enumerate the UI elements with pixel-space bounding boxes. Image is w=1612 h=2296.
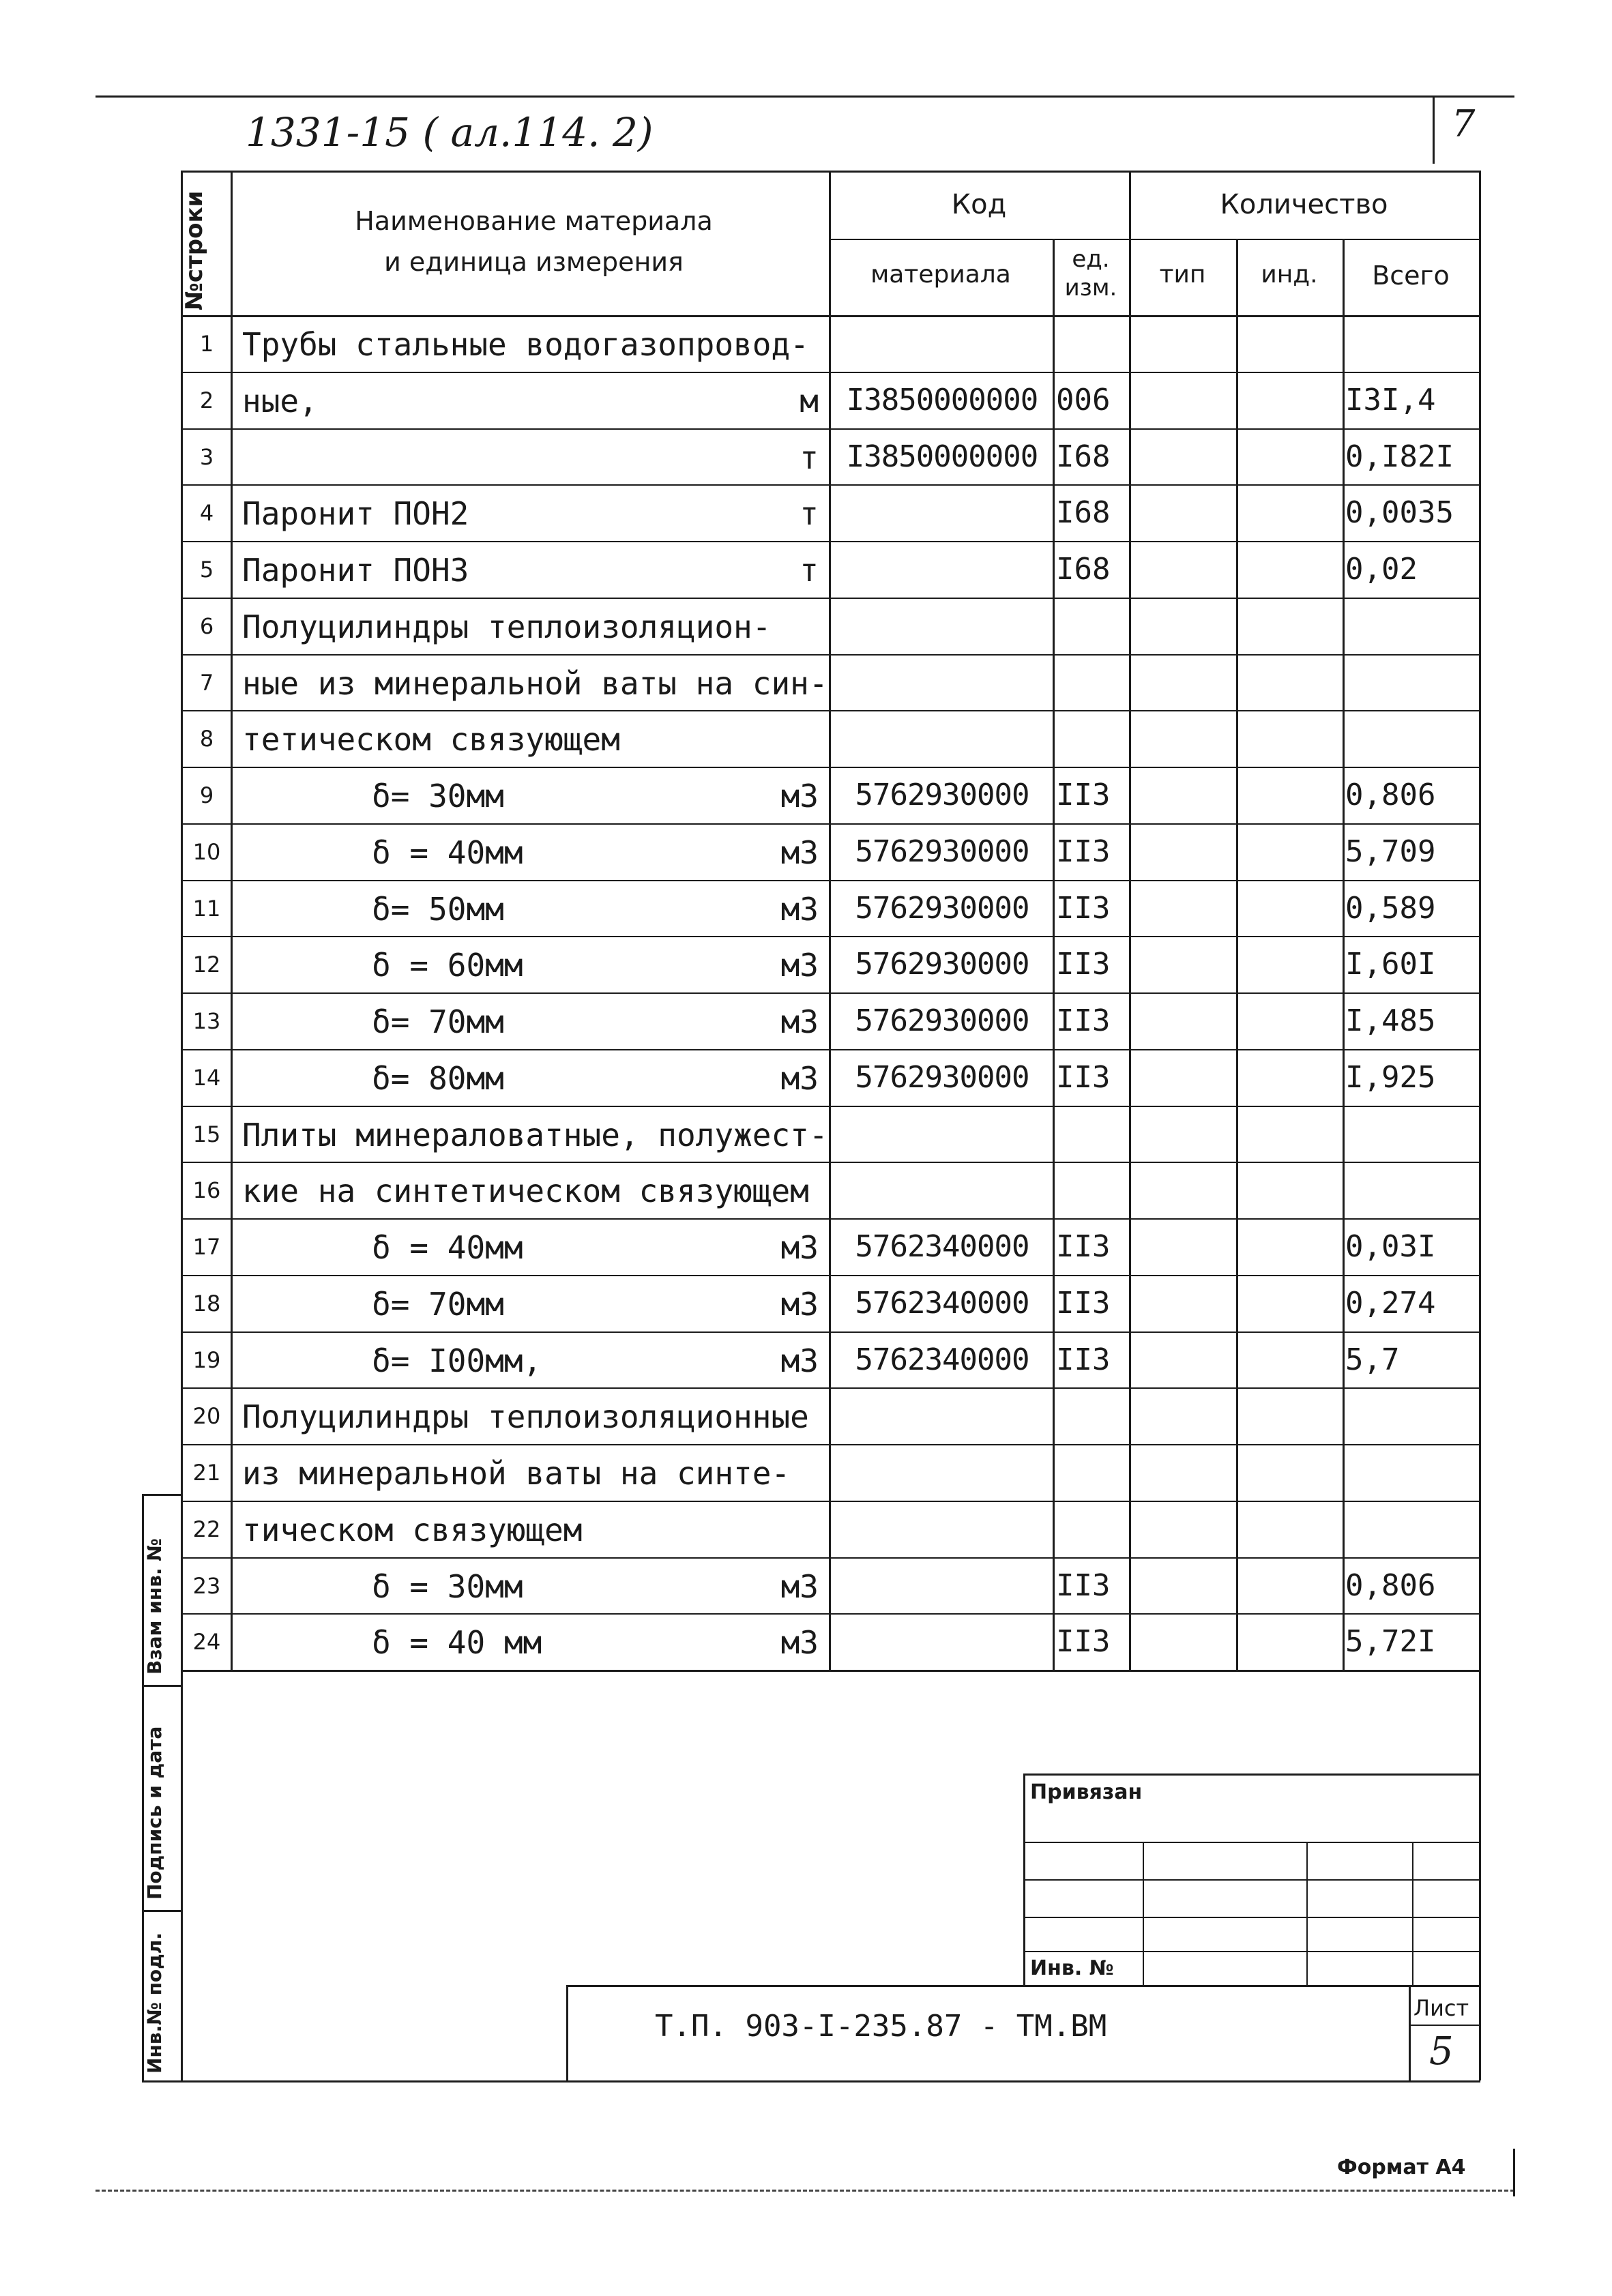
cut-line-tick: [1513, 2149, 1515, 2196]
header-code: Код: [951, 189, 1007, 220]
row-number: 6: [199, 613, 214, 639]
row-number: 23: [192, 1572, 221, 1599]
row-divider: [181, 880, 1480, 881]
header-top-line: [181, 171, 1480, 173]
header-code-unit-2: изм.: [1064, 274, 1117, 301]
row-total: I,60I: [1345, 947, 1436, 982]
row-unit-code: II3: [1056, 1624, 1111, 1660]
row-code: 5762930000: [855, 1003, 1029, 1038]
row-unit: м3: [780, 947, 819, 984]
header-code-material: материала: [870, 261, 1011, 289]
stamp-sheet-label: Лист: [1413, 1995, 1469, 2021]
row-unit: м3: [780, 834, 819, 871]
row-unit: м3: [780, 1229, 819, 1266]
row-name: тетическом связующем: [242, 721, 620, 759]
row-total: 0,0035: [1345, 495, 1454, 531]
row-unit-code: II3: [1056, 834, 1111, 869]
row-number: 3: [199, 443, 214, 470]
row-number: 1: [199, 331, 214, 357]
col-divider-name: [829, 171, 831, 1671]
row-total: I,925: [1345, 1059, 1436, 1095]
side-label-invpodl: Инв.№ подл.: [143, 1932, 166, 2074]
row-number: 21: [192, 1460, 221, 1486]
row-number: 13: [192, 1008, 221, 1034]
row-number: 12: [192, 952, 221, 978]
row-unit-code: II3: [1056, 1342, 1111, 1377]
row-code: 5762340000: [855, 1285, 1029, 1321]
row-code: 5762930000: [855, 947, 1029, 982]
row-number: 14: [192, 1064, 221, 1091]
row-total: 0,274: [1345, 1285, 1436, 1321]
row-unit: м3: [780, 1342, 819, 1379]
row-divider: [181, 428, 1480, 430]
row-name: δ = 40мм: [372, 1229, 523, 1266]
stamp-sheet-divider: [1409, 1985, 1411, 2080]
row-code: 5762930000: [855, 1059, 1029, 1095]
top-border: [96, 95, 1514, 98]
row-unit-code: II3: [1056, 1059, 1111, 1095]
row-unit: м3: [780, 778, 819, 814]
row-unit-code: I68: [1056, 552, 1111, 587]
row-unit: м3: [780, 1624, 819, 1662]
row-name: δ= 70мм: [372, 1285, 504, 1323]
row-total: 0,806: [1345, 1568, 1436, 1603]
header-name-line1: Наименование материала: [355, 206, 713, 236]
row-divider: [181, 1275, 1480, 1276]
row-divider: [181, 936, 1480, 937]
stamp-linked-vline1: [1143, 1842, 1144, 1985]
row-unit-code: II3: [1056, 1229, 1111, 1264]
row-number: 2: [199, 387, 214, 413]
row-name: δ= 50мм: [372, 890, 504, 928]
row-name: ные из минеральной ваты на син-: [242, 664, 828, 702]
row-divider: [181, 1331, 1480, 1333]
row-code: 5762340000: [855, 1342, 1029, 1377]
row-name: тическом связующем: [242, 1511, 583, 1548]
header-mid-line: [829, 239, 1479, 240]
header-qty-ind: инд.: [1261, 261, 1318, 289]
row-divider: [181, 1613, 1480, 1615]
col-divider-code: [1053, 239, 1055, 1671]
header-qty-total: Всего: [1372, 261, 1450, 291]
row-name: δ = 30мм: [372, 1568, 523, 1605]
header-code-unit-1: ед.: [1072, 246, 1110, 273]
header-quantity: Количество: [1220, 189, 1388, 220]
row-name: кие на синтетическом связующем: [242, 1173, 809, 1210]
row-divider: [181, 1387, 1480, 1389]
row-unit: м3: [780, 1003, 819, 1040]
row-divider: [181, 484, 1480, 486]
header-bottom-line: [181, 315, 1480, 317]
row-total: 5,72I: [1345, 1624, 1436, 1660]
frame-bottom: [142, 2080, 1480, 2082]
stamp-linked-top: [1023, 1773, 1479, 1776]
row-total: 0,806: [1345, 778, 1436, 812]
row-divider: [181, 1049, 1480, 1050]
stamp-title-left: [566, 1985, 568, 2080]
row-divider: [181, 654, 1480, 656]
side-strip-div1: [142, 1685, 181, 1687]
row-divider: [181, 823, 1480, 825]
row-name: δ = 40 мм: [372, 1624, 542, 1662]
cut-line: [96, 2190, 1514, 2192]
row-code: 5762340000: [855, 1229, 1029, 1264]
row-divider: [181, 1218, 1480, 1220]
row-total: 5,7: [1345, 1342, 1400, 1377]
header-name-line2: и единица измерения: [384, 247, 684, 277]
row-total: I,485: [1345, 1003, 1436, 1038]
row-code: I3850000000: [846, 382, 1038, 417]
row-name: δ= 70мм: [372, 1003, 504, 1040]
row-divider: [181, 1444, 1480, 1445]
row-unit: т: [800, 552, 819, 589]
stamp-sheet-number: 5: [1429, 2029, 1454, 2074]
row-number: 9: [199, 782, 214, 808]
side-strip-div2: [142, 1910, 181, 1912]
row-name: δ= I00мм,: [372, 1342, 542, 1379]
stamp-linked-line2: [1023, 1879, 1479, 1881]
col-divider-ind: [1343, 239, 1345, 1671]
row-unit: м3: [780, 1059, 819, 1097]
row-divider: [181, 1557, 1480, 1559]
row-unit-code: II3: [1056, 1285, 1111, 1321]
header-row-no: №строки: [181, 190, 208, 310]
row-divider: [181, 541, 1480, 542]
stamp-linked-line4: [1023, 1951, 1479, 1952]
row-number: 22: [192, 1516, 221, 1542]
row-unit: м: [800, 382, 819, 420]
col-divider-unit: [1129, 171, 1131, 1671]
row-divider: [181, 992, 1480, 994]
row-number: 4: [199, 500, 214, 527]
row-number: 19: [192, 1346, 221, 1373]
stamp-title-top: [566, 1985, 1479, 1987]
row-name: δ = 60мм: [372, 947, 523, 984]
row-code: 5762930000: [855, 778, 1029, 812]
row-number: 8: [199, 726, 214, 752]
row-divider: [181, 710, 1480, 711]
row-unit: т: [800, 495, 819, 533]
format-label: Формат А4: [1337, 2155, 1466, 2179]
row-divider: [181, 1162, 1480, 1163]
stamp-linked-vline2: [1306, 1842, 1308, 1985]
row-number: 11: [192, 895, 221, 922]
row-name: ные,: [242, 382, 318, 420]
page-number: 7: [1452, 102, 1476, 145]
doc-reference: 1331-15 ( ал.114. 2): [246, 109, 654, 156]
row-unit-code: II3: [1056, 890, 1111, 926]
row-divider: [181, 372, 1480, 373]
row-number: 10: [192, 838, 221, 865]
row-unit-code: II3: [1056, 947, 1111, 982]
row-name: δ= 80мм: [372, 1059, 504, 1097]
row-number: 20: [192, 1403, 221, 1430]
row-number: 7: [199, 669, 214, 696]
row-unit-code: II3: [1056, 1003, 1111, 1038]
row-total: 0,I82I: [1345, 439, 1454, 474]
row-unit-code: I68: [1056, 439, 1111, 474]
row-number: 16: [192, 1177, 221, 1204]
col-divider-type: [1236, 239, 1238, 1671]
row-unit-code: II3: [1056, 778, 1111, 812]
row-divider: [181, 1501, 1480, 1502]
row-total: 0,02: [1345, 552, 1418, 587]
row-number: 15: [192, 1121, 221, 1147]
side-label-sign: Подпись и дата: [143, 1726, 166, 1900]
row-total: I3I,4: [1345, 382, 1436, 417]
row-total: 0,03I: [1345, 1229, 1436, 1264]
row-name: δ= 30мм: [372, 778, 504, 814]
page-box-border: [1433, 95, 1435, 164]
row-unit: т: [800, 439, 819, 476]
row-divider: [181, 767, 1480, 768]
header-qty-type: тип: [1159, 261, 1206, 289]
stamp-linked-label: Привязан: [1030, 1780, 1143, 1804]
row-code: I3850000000: [846, 439, 1038, 474]
stamp-linked-line3: [1023, 1917, 1479, 1918]
table-body-bottom: [181, 1670, 1480, 1672]
row-number: 18: [192, 1290, 221, 1316]
row-unit-code: II3: [1056, 1568, 1111, 1603]
row-code: 5762930000: [855, 834, 1029, 869]
col-divider-no: [231, 171, 233, 1671]
row-name: Полуцилиндры теплоизоляционные: [242, 1398, 809, 1436]
row-number: 24: [192, 1629, 221, 1655]
stamp-linked-line1: [1023, 1842, 1479, 1843]
row-name: Трубы стальные водогазопровод-: [242, 326, 809, 363]
row-unit-code: I68: [1056, 495, 1111, 531]
side-label-vzam: Взам инв. №: [143, 1538, 166, 1675]
row-divider: [181, 598, 1480, 599]
row-unit: м3: [780, 890, 819, 928]
row-number: 5: [199, 557, 214, 583]
row-name: Паронит ПОН2: [242, 495, 469, 533]
row-number: 17: [192, 1234, 221, 1260]
row-unit-code: 006: [1056, 382, 1111, 417]
stamp-linked-vline3: [1412, 1842, 1413, 1985]
row-unit: м3: [780, 1285, 819, 1323]
stamp-doc-code: Т.П. 903-I-235.87 - ТМ.ВМ: [655, 2009, 1107, 2044]
stamp-sheet-line: [1409, 2025, 1479, 2026]
row-total: 0,589: [1345, 890, 1436, 926]
row-unit: м3: [780, 1568, 819, 1605]
row-name: Плиты минераловатные, полужест-: [242, 1116, 828, 1153]
row-name: Полуцилиндры теплоизоляцион-: [242, 608, 772, 645]
stamp-inv-label: Инв. №: [1030, 1956, 1114, 1980]
row-divider: [181, 1106, 1480, 1107]
table-right-border: [1479, 171, 1481, 2080]
row-name: δ = 40мм: [372, 834, 523, 871]
row-code: 5762930000: [855, 890, 1029, 926]
row-name: из минеральной ваты на синте-: [242, 1455, 791, 1492]
row-name: Паронит ПОН3: [242, 552, 469, 589]
side-strip-top: [142, 1494, 181, 1496]
row-total: 5,709: [1345, 834, 1436, 869]
